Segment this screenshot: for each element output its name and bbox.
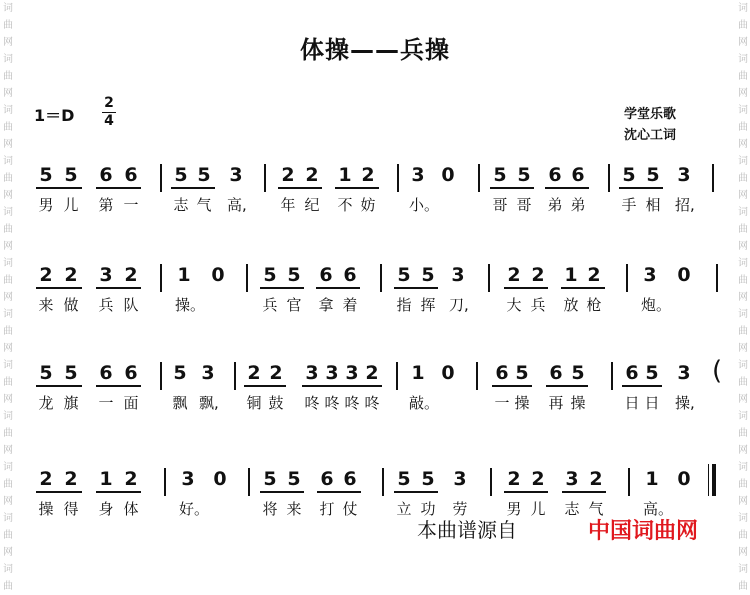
watermark-char: 词 <box>738 105 748 116</box>
note: 3 <box>305 362 319 384</box>
lyric: 指 <box>396 296 412 314</box>
watermark-char: 曲 <box>738 377 748 388</box>
note: 5 <box>517 164 531 186</box>
note: 2 <box>124 468 138 490</box>
note: 3 <box>411 164 425 186</box>
lyric: 小。 <box>409 196 440 214</box>
note: 5 <box>287 264 301 286</box>
note: 5 <box>64 164 78 186</box>
lyric: 操 <box>514 394 530 412</box>
watermark-char: 词 <box>738 309 748 320</box>
lyric: 做 <box>63 296 79 314</box>
note: 6 <box>571 164 585 186</box>
lyric: 儿 <box>63 196 79 214</box>
note: 3 <box>643 264 657 286</box>
note: 3 <box>451 264 465 286</box>
lyric: 志 <box>173 196 189 214</box>
watermark-char: 网 <box>3 292 13 303</box>
watermark-char: 曲 <box>3 275 13 286</box>
watermark-char: 词 <box>3 564 13 575</box>
note: 6 <box>124 362 138 384</box>
note: 1 <box>177 264 191 286</box>
lyric: 枪 <box>586 296 602 314</box>
watermark-char: 网 <box>738 241 748 252</box>
watermark-char: 词 <box>3 309 13 320</box>
watermark-char: 词 <box>3 513 13 524</box>
note: 2 <box>305 164 319 186</box>
watermark-char: 词 <box>3 258 13 269</box>
lyric: 挥 <box>420 296 436 314</box>
lyric: 咚 <box>324 394 340 412</box>
note: 1 <box>564 264 578 286</box>
note: 2 <box>587 264 601 286</box>
lyric: 得 <box>63 500 79 518</box>
note: 2 <box>39 264 53 286</box>
lyric: 龙 <box>38 394 54 412</box>
lyric: 操 <box>38 500 54 518</box>
note: 3 <box>677 362 691 384</box>
watermark-char: 词 <box>738 54 748 65</box>
note: 0 <box>677 468 691 490</box>
watermark-char: 网 <box>3 37 13 48</box>
lyric: 一 <box>98 394 114 412</box>
watermark-char: 词 <box>3 207 13 218</box>
watermark-char: 网 <box>738 343 748 354</box>
lyric: 面 <box>123 394 139 412</box>
lyric: 高, <box>227 196 247 214</box>
credit-lyricist: 沈心工词 <box>624 128 677 143</box>
lyric: 操。 <box>175 296 206 314</box>
score-system-1 <box>36 164 726 220</box>
lyric: 着 <box>342 296 358 314</box>
watermark-char: 曲 <box>738 224 748 235</box>
lyric: 第 <box>98 196 114 214</box>
note: 6 <box>495 362 509 384</box>
lyric: 刀, <box>449 296 469 314</box>
note: 2 <box>64 264 78 286</box>
watermark-char: 词 <box>3 360 13 371</box>
note: 6 <box>99 362 113 384</box>
time-signature-bottom: 4 <box>104 113 114 129</box>
lyric: 咚 <box>364 394 380 412</box>
watermark-char: 曲 <box>738 530 748 541</box>
lyric: 官 <box>286 296 302 314</box>
watermark-char: 曲 <box>3 224 13 235</box>
lyric: 仗 <box>342 500 358 518</box>
note: 6 <box>320 468 334 490</box>
watermark-char: 曲 <box>738 326 748 337</box>
note: 5 <box>39 164 53 186</box>
watermark-char: 网 <box>738 547 748 558</box>
note: 2 <box>64 468 78 490</box>
note: 6 <box>99 164 113 186</box>
watermark-char: 词 <box>738 462 748 473</box>
watermark-char: 曲 <box>3 122 13 133</box>
note: 2 <box>281 164 295 186</box>
note: 6 <box>548 164 562 186</box>
lyric: 相 <box>645 196 661 214</box>
watermark-char: 网 <box>738 496 748 507</box>
lyric: 日 <box>644 394 660 412</box>
lyric: 一 <box>494 394 510 412</box>
lyric: 来 <box>38 296 54 314</box>
note: 5 <box>39 362 53 384</box>
note: 2 <box>247 362 261 384</box>
lyric: 体 <box>123 500 139 518</box>
note: 5 <box>263 468 277 490</box>
time-signature <box>102 96 116 129</box>
watermark-char: 曲 <box>3 428 13 439</box>
source-caption: 本曲谱源自 <box>417 518 517 542</box>
note: 0 <box>441 164 455 186</box>
lyric: 气 <box>588 500 604 518</box>
watermark-char: 词 <box>738 258 748 269</box>
note: 0 <box>211 264 225 286</box>
lyric: 操, <box>675 394 695 412</box>
lyric: 高。 <box>643 500 674 518</box>
lyric: 男 <box>506 500 522 518</box>
lyric: 不 <box>337 196 353 214</box>
lyric: 队 <box>123 296 139 314</box>
note: 5 <box>515 362 529 384</box>
note: 5 <box>571 362 585 384</box>
lyric: 敲。 <box>409 394 440 412</box>
lyric: 飘, <box>199 394 219 412</box>
watermark-char: 词 <box>3 3 13 14</box>
lyric: 铜 <box>246 394 262 412</box>
watermark-char: 网 <box>3 88 13 99</box>
lyric: 功 <box>420 500 436 518</box>
note: 1 <box>99 468 113 490</box>
note: 0 <box>213 468 227 490</box>
lyric: 操 <box>570 394 586 412</box>
note: 2 <box>531 468 545 490</box>
watermark-char: 曲 <box>3 530 13 541</box>
watermark-char: 词 <box>738 207 748 218</box>
note: 2 <box>124 264 138 286</box>
watermark-char: 词 <box>738 564 748 575</box>
score-system-2 <box>36 264 726 320</box>
lyric: 身 <box>98 500 114 518</box>
watermark-char: 曲 <box>738 581 748 592</box>
note: 5 <box>64 362 78 384</box>
watermark-char: 网 <box>738 37 748 48</box>
note: 2 <box>39 468 53 490</box>
note: 2 <box>269 362 283 384</box>
watermark-char: 网 <box>3 496 13 507</box>
lyric: 劳 <box>452 500 468 518</box>
note: 1 <box>411 362 425 384</box>
note: 5 <box>645 362 659 384</box>
watermark-char: 曲 <box>3 581 13 592</box>
lyric: 旗 <box>63 394 79 412</box>
note: 5 <box>173 362 187 384</box>
note: 3 <box>677 164 691 186</box>
score-system-3: 5 5 6 6 5 3 2 2 3 3 3 2 1 0 6 5 6 5 6 5 3 ( 龙 旗 一 面 飘 飘, 铜 鼓 咚 咚 咚 咚 敲。 一 操 再 操 日 日 操, <box>36 362 726 418</box>
lyric: 哥 <box>516 196 532 214</box>
lyric: 立 <box>396 500 412 518</box>
lyric: 妨 <box>360 196 376 214</box>
lyric: 兵 <box>530 296 546 314</box>
note: 5 <box>263 264 277 286</box>
lyric: 弟 <box>547 196 563 214</box>
watermark-char: 词 <box>738 3 748 14</box>
note: 5 <box>646 164 660 186</box>
note: 3 <box>453 468 467 490</box>
lyric: 打 <box>319 500 335 518</box>
lyric: 纪 <box>304 196 320 214</box>
watermark-char: 网 <box>3 547 13 558</box>
watermark-char: 曲 <box>738 479 748 490</box>
watermark-left <box>1 0 15 592</box>
watermark-right <box>736 0 750 592</box>
lyric: 鼓 <box>268 394 284 412</box>
note: 5 <box>174 164 188 186</box>
note: 3 <box>565 468 579 490</box>
song-title: 体操——兵操 <box>300 36 450 64</box>
note: 2 <box>365 362 379 384</box>
note: 3 <box>201 362 215 384</box>
lyric: 气 <box>196 196 212 214</box>
lyric: 兵 <box>98 296 114 314</box>
watermark-char: 曲 <box>3 20 13 31</box>
watermark-char: 曲 <box>3 326 13 337</box>
note: 2 <box>507 468 521 490</box>
lyric: 放 <box>563 296 579 314</box>
note: 0 <box>677 264 691 286</box>
watermark-char: 曲 <box>738 122 748 133</box>
lyric: 手 <box>621 196 637 214</box>
credit-music: 学堂乐歌 <box>624 107 677 122</box>
watermark-char: 词 <box>738 156 748 167</box>
lyric: 年 <box>280 196 296 214</box>
lyric: 炮。 <box>641 296 672 314</box>
note: 5 <box>622 164 636 186</box>
watermark-char: 曲 <box>3 377 13 388</box>
lyric: 再 <box>548 394 564 412</box>
note: 6 <box>124 164 138 186</box>
watermark-char: 词 <box>3 156 13 167</box>
watermark-char: 词 <box>738 360 748 371</box>
lyric: 将 <box>262 500 278 518</box>
note: 2 <box>531 264 545 286</box>
note: 5 <box>397 264 411 286</box>
lyric: 好。 <box>179 500 210 518</box>
watermark-char: 词 <box>3 54 13 65</box>
note: 6 <box>343 468 357 490</box>
watermark-char: 曲 <box>3 173 13 184</box>
note: 1 <box>645 468 659 490</box>
watermark-char: 曲 <box>738 428 748 439</box>
note: 6 <box>319 264 333 286</box>
watermark-char: 曲 <box>3 71 13 82</box>
watermark-char: 网 <box>738 394 748 405</box>
watermark-char: 词 <box>738 411 748 422</box>
watermark-char: 词 <box>3 462 13 473</box>
watermark-char: 网 <box>738 139 748 150</box>
note: 6 <box>343 264 357 286</box>
note: 5 <box>421 264 435 286</box>
note: 6 <box>625 362 639 384</box>
note: 2 <box>507 264 521 286</box>
note: 1 <box>338 164 352 186</box>
note: 3 <box>345 362 359 384</box>
lyric: 哥 <box>492 196 508 214</box>
note: 3 <box>229 164 243 186</box>
watermark-char: 网 <box>3 343 13 354</box>
watermark-char: 词 <box>738 513 748 524</box>
note: 0 <box>441 362 455 384</box>
watermark-char: 网 <box>3 241 13 252</box>
watermark-char: 词 <box>3 411 13 422</box>
watermark-char: 曲 <box>3 479 13 490</box>
watermark-char: 网 <box>3 190 13 201</box>
lyric: 咚 <box>344 394 360 412</box>
lyric: 飘 <box>172 394 188 412</box>
watermark-char: 曲 <box>738 20 748 31</box>
lyric: 兵 <box>262 296 278 314</box>
note: 3 <box>99 264 113 286</box>
lyric: 大 <box>506 296 522 314</box>
note: 2 <box>361 164 375 186</box>
watermark-char: 曲 <box>738 275 748 286</box>
lyric: 咚 <box>304 394 320 412</box>
lyric: 男 <box>38 196 54 214</box>
note: 3 <box>181 468 195 490</box>
watermark-char: 曲 <box>738 71 748 82</box>
note: 5 <box>397 468 411 490</box>
time-signature-top: 2 <box>104 95 114 111</box>
note: 5 <box>421 468 435 490</box>
watermark-char: 网 <box>3 139 13 150</box>
lyric: 日 <box>624 394 640 412</box>
lyric: 儿 <box>530 500 546 518</box>
key-signature: 1＝D <box>34 106 75 125</box>
note: 5 <box>197 164 211 186</box>
note: 5 <box>287 468 301 490</box>
lyric: 一 <box>123 196 139 214</box>
lyric: 志 <box>564 500 580 518</box>
watermark-char: 网 <box>3 394 13 405</box>
note: 5 <box>493 164 507 186</box>
site-link[interactable]: 中国词曲网 <box>588 519 699 544</box>
lyric: 拿 <box>318 296 334 314</box>
note: 6 <box>549 362 563 384</box>
watermark-char: 词 <box>3 105 13 116</box>
watermark-char: 网 <box>738 190 748 201</box>
watermark-char: 曲 <box>738 173 748 184</box>
lyric: 来 <box>286 500 302 518</box>
watermark-char: 网 <box>738 292 748 303</box>
watermark-char: 网 <box>738 445 748 456</box>
note: 2 <box>589 468 603 490</box>
lyric: 弟 <box>570 196 586 214</box>
watermark-char: 网 <box>3 445 13 456</box>
watermark-char: 网 <box>738 88 748 99</box>
note: 3 <box>325 362 339 384</box>
lyric: 招, <box>675 196 695 214</box>
